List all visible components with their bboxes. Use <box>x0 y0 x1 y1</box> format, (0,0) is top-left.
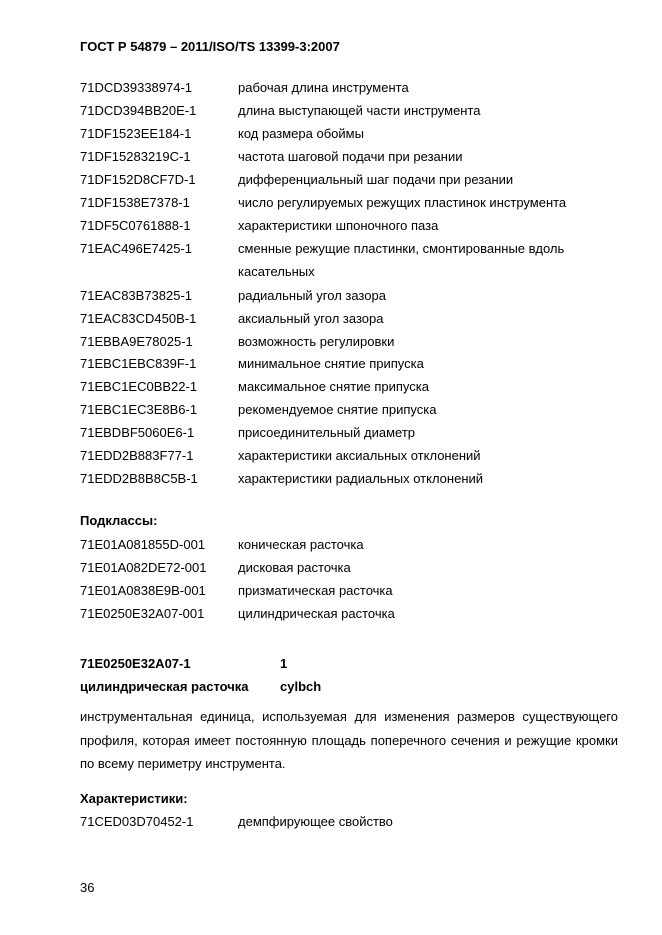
property-desc: возможность регулировки <box>238 334 395 349</box>
page-number: 36 <box>80 880 95 895</box>
entry-version: 1 <box>280 656 288 671</box>
property-code: 71DF15283219C-1 <box>80 149 191 164</box>
property-desc: присоединительный диаметр <box>238 425 415 440</box>
characteristic-code: 71CED03D70452-1 <box>80 814 194 829</box>
property-desc: характеристики шпоночного паза <box>238 218 439 233</box>
property-code: 71DF5C0761888-1 <box>80 218 191 233</box>
property-desc: характеристики радиальных отклонений <box>238 471 484 486</box>
property-code: 71DCD394BB20E-1 <box>80 103 197 118</box>
subclass-code: 71E01A081855D-001 <box>80 537 206 552</box>
property-code: 71EBC1EC0BB22-1 <box>80 379 198 394</box>
property-code: 71DF152D8CF7D-1 <box>80 172 196 187</box>
property-desc: длина выступающей части инструмента <box>238 103 481 118</box>
property-code: 71EAC83CD450B-1 <box>80 311 197 326</box>
property-desc: код размера обоймы <box>238 126 364 141</box>
entry-name: цилиндрическая расточка <box>80 679 249 694</box>
subclasses-title: Подклассы: <box>80 513 158 528</box>
property-desc: дифференциальный шаг подачи при резании <box>238 172 514 187</box>
property-desc: аксиальный угол зазора <box>238 311 384 326</box>
entry-name-line <box>80 679 322 694</box>
property-desc: частота шаговой подачи при резании <box>238 149 463 164</box>
characteristic-desc: демпфирующее свойство <box>238 814 393 829</box>
property-desc: сменные режущие пластинки, смонтированные вдоль <box>238 241 565 256</box>
property-code: 71EBC1EBC839F-1 <box>80 356 197 371</box>
property-desc: рабочая длина инструмента <box>238 80 409 95</box>
subclass-desc: дисковая расточка <box>238 560 351 575</box>
entry-definition: инструментальная единица, используемая для изменения размеров существующего профиля, которая имеет постоянную площадь поперечного сечения и режущие кромки по всему периметру инструмента. <box>80 709 618 771</box>
property-code: 71EBC1EC3E8B6-1 <box>80 402 198 417</box>
entry-short-name: cylbch <box>280 679 322 694</box>
subclass-code: 71E01A082DE72-001 <box>80 560 207 575</box>
property-code: 71EAC83B73825-1 <box>80 288 193 303</box>
property-desc: радиальный угол зазора <box>238 288 386 303</box>
property-desc: максимальное снятие припуска <box>238 379 429 394</box>
property-code: 71EAC496E7425-1 <box>80 241 193 256</box>
page-header: ГОСТ Р 54879 – 2011/ISO/TS 13399-3:2007 <box>80 39 340 54</box>
property-desc-continuation: касательных <box>238 264 315 279</box>
subclass-desc: коническая расточка <box>238 537 364 552</box>
property-code: 71EDD2B8B8C5B-1 <box>80 471 198 486</box>
property-code: 71DF1538E7378-1 <box>80 195 190 210</box>
property-desc: характеристики аксиальных отклонений <box>238 448 481 463</box>
subclass-code: 71E01A0838E9B-001 <box>80 583 206 598</box>
characteristics-title: Характеристики: <box>80 791 188 806</box>
subclass-desc: призматическая расточка <box>238 583 393 598</box>
entry-code: 71E0250E32A07-1 <box>80 656 191 671</box>
property-code: 71DF1523EE184-1 <box>80 126 192 141</box>
subclass-desc: цилиндрическая расточка <box>238 606 395 621</box>
property-desc: рекомендуемое снятие припуска <box>238 402 437 417</box>
entry-code-line <box>80 656 288 671</box>
property-desc: число регулируемых режущих пластинок инструмента <box>238 195 567 210</box>
property-code: 71EDD2B883F77-1 <box>80 448 194 463</box>
property-code: 71EBDBF5060E6-1 <box>80 425 195 440</box>
property-code: 71EBBA9E78025-1 <box>80 334 193 349</box>
property-code: 71DCD39338974-1 <box>80 80 193 95</box>
subclass-code: 71E0250E32A07-001 <box>80 606 205 621</box>
property-desc: минимальное снятие припуска <box>238 356 424 371</box>
